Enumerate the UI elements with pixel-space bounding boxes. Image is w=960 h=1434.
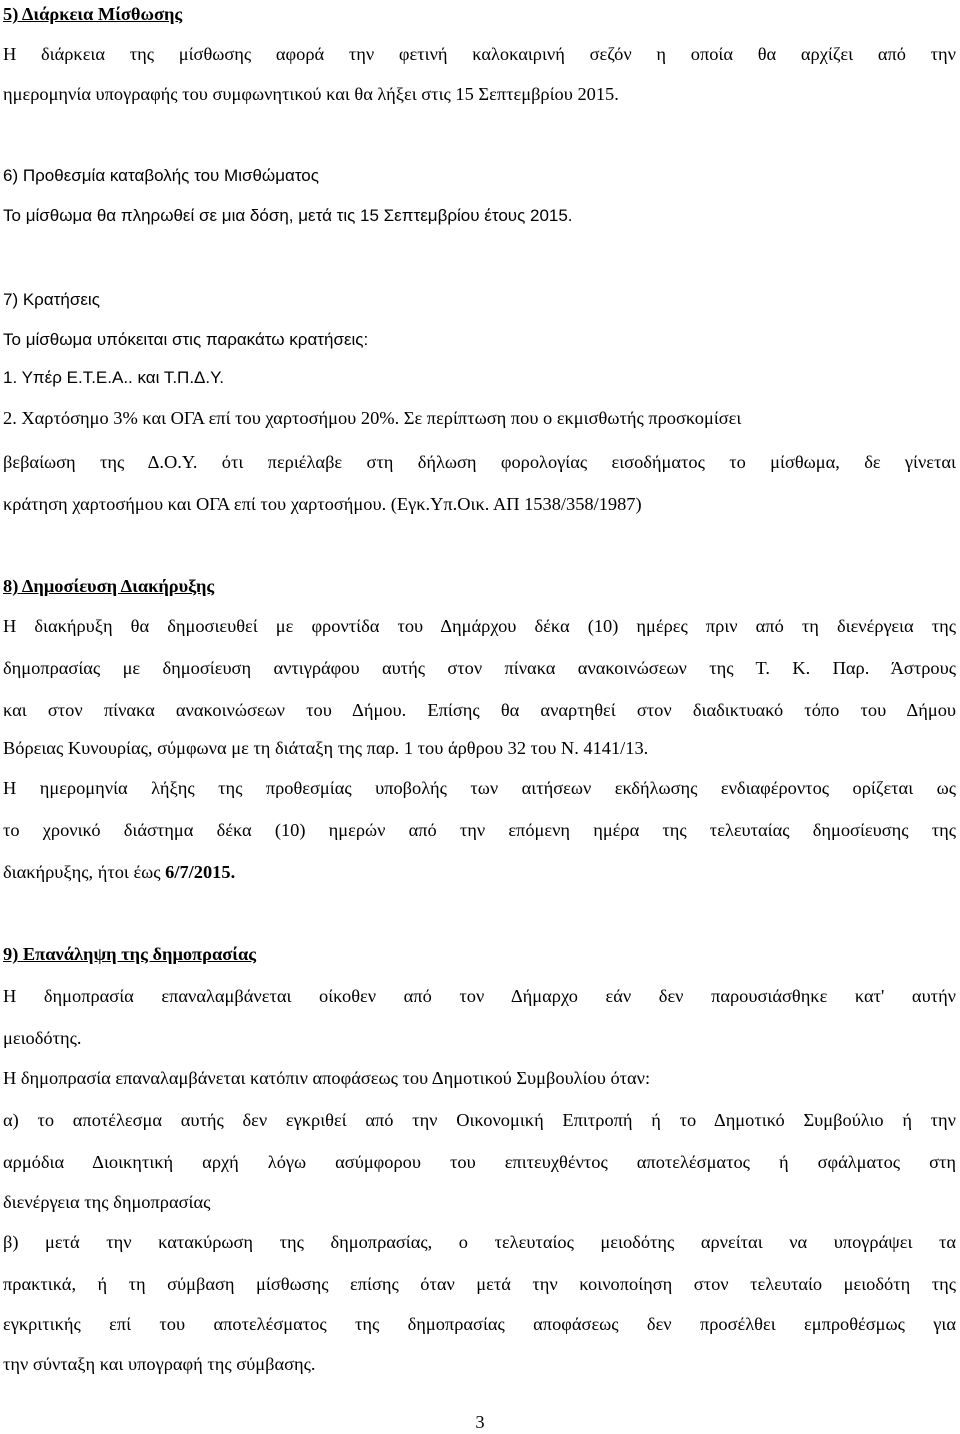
section-8-line-1: Η διακήρυξη θα δημοσιευθεί με φροντίδα του Δημάρχου δέκα (10) ημέρες πριν από τη διενέργεια της [3,616,956,636]
section-8-line-7 [3,860,956,886]
section-8-line-2: δημοπρασίας με δημοσίευση αντιγράφου αυτής στον πίνακα ανακοινώσεων της Τ. Κ. Παρ. Άστρους [3,658,956,678]
deadline-date: 6/7/2015. [165,862,236,882]
section-6-heading: 6) Προθεσμία καταβολής του Μισθώματος [3,166,319,185]
section-8-line-5: Η ημερομηνία λήξης της προθεσμίας υποβολής των αιτήσεων εκδήλωσης ενδιαφέροντος ορίζεται ως [3,778,956,798]
section-7-heading: 7) Κρατήσεις [3,290,100,309]
section-9-line-4: α) το αποτέλεσμα αυτής δεν εγκριθεί από την Οικονομική Επιτροπή ή το Δημοτικό Συμβούλιο ή την [3,1110,956,1130]
section-9-line-10: την σύνταξη και υπογραφή της σύμβασης. [3,1354,316,1374]
section-7-line-5: κράτηση χαρτοσήμου και ΟΓΑ επί του χαρτοσήμου. (Εγκ.Υπ.Οικ. ΑΠ 1538/358/1987) [3,494,642,514]
section-9-heading: 9) Επανάληψη της δημοπρασίας [3,944,256,964]
section-9-line-3: Η δημοπρασία επαναλαμβάνεται κατόπιν αποφάσεως του Δημοτικού Συμβουλίου όταν: [3,1068,651,1088]
section-9-line-9: εγκριτικής επί του αποτελέσματος της δημοπρασίας αποφάσεως δεν προσέλθει εμπροθέσμως για [3,1314,956,1334]
section-6-line-1: Το μίσθωμα θα πληρωθεί σε μια δόση, μετά τις 15 Σεπτεμβρίου έτους 2015. [3,206,573,225]
section-9-line-2: μειοδότης. [3,1028,82,1048]
section-8-line-7-text: διακήρυξης, ήτοι έως [3,862,166,882]
section-5-heading: 5) Διάρκεια Μίσθωσης [3,4,183,24]
section-9-line-1: Η δημοπρασία επαναλαμβάνεται οίκοθεν από τον Δήμαρχο εάν δεν παρουσιάσθηκε κατ' αυτήν [3,986,956,1006]
section-9-line-6: διενέργεια της δημοπρασίας [3,1192,211,1212]
section-5-line-2: ημερομηνία υπογραφής του συμφωνητικού και θα λήξει στις 15 Σεπτεμβρίου 2015. [3,84,619,104]
section-8-heading: 8) Δημοσίευση Διακήρυξης [3,576,215,596]
section-8-line-4: Βόρειας Κυνουρίας, σύμφωνα με τη διάταξη της παρ. 1 του άρθρου 32 του Ν. 4141/13. [3,738,649,758]
section-9-line-5: αρμόδια Διοικητική αρχή λόγω ασύμφορου του επιτευχθέντος αποτελέσματος ή σφάλματος στη [3,1152,956,1172]
section-7-line-4: βεβαίωση της Δ.Ο.Υ. ότι περιέλαβε στη δήλωση φορολογίας εισοδήματος το μίσθωμα, δε γίνεται [3,452,956,472]
section-8-line-3: και στον πίνακα ανακοινώσεων του Δήμου. Επίσης θα αναρτηθεί στον διαδικτυακό τόπο του Δήμου [3,700,956,720]
section-7-line-1: Το μίσθωμα υπόκειται στις παρακάτω κρατήσεις: [3,330,369,349]
section-9-line-7: β) μετά την κατακύρωση της δημοπρασίας, ο τελευταίος μειοδότης αρνείται να υπογράψει τα [3,1232,956,1252]
section-8-line-6: το χρονικό διάστημα δέκα (10) ημερών από την επόμενη ημέρα της τελευταίας δημοσίευσης της [3,820,956,840]
section-5-line-1: Η διάρκεια της μίσθωσης αφορά την φετινή καλοκαιρινή σεζόν η οποία θα αρχίζει από την [3,44,956,64]
section-7-line-2: 1. Υπέρ Ε.Τ.Ε.Α.. και Τ.Π.Δ.Υ. [3,368,225,387]
section-7-line-3: 2. Χαρτόσημο 3% και ΟΓΑ επί του χαρτοσήμου 20%. Σε περίπτωση που ο εκμισθωτής προσκομίσει [3,408,742,428]
section-9-line-8: πρακτικά, ή τη σύμβαση μίσθωσης επίσης όταν μετά την κοινοποίηση στον τελευταίο μειοδότη της [3,1274,956,1294]
page-number: 3 [475,1412,485,1432]
